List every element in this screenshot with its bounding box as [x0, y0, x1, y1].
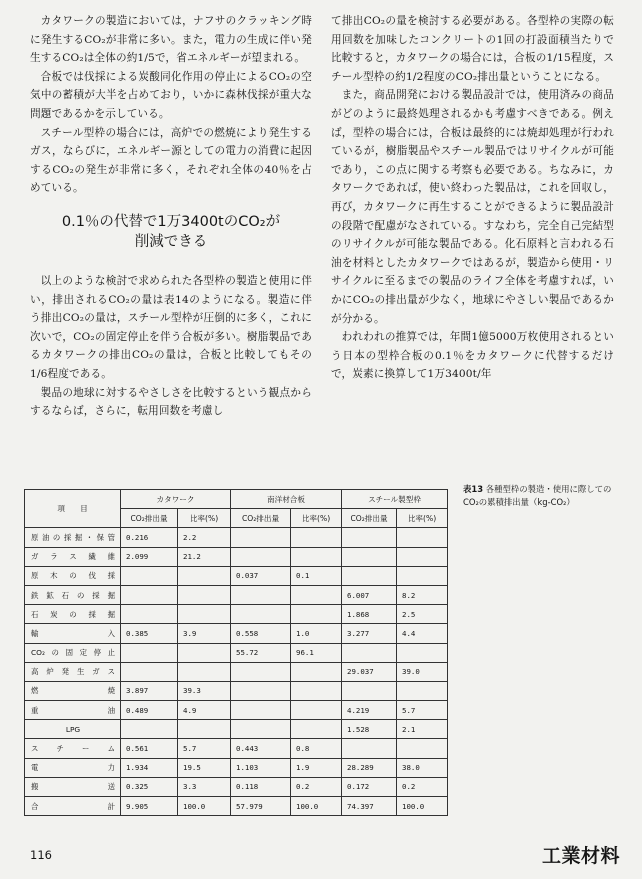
table-row	[25, 605, 448, 624]
table-cell: 57.979	[231, 797, 291, 816]
table-cell	[121, 566, 178, 585]
table-row	[25, 681, 448, 700]
table-cell	[231, 585, 291, 604]
table-cell	[342, 681, 397, 700]
table-cell	[178, 720, 231, 739]
table-cell: 39.0	[397, 662, 448, 681]
co2-table	[24, 489, 447, 816]
table-cell: 1.103	[231, 758, 291, 777]
table-row-item: ガラス繊維	[25, 547, 121, 566]
table-cell	[121, 643, 178, 662]
section-heading-line2: 削減できる	[134, 233, 208, 250]
paragraph: 合板では伐採による炭酸同化作用の停止によるCO₂の空気中の蓄積が大半を占めており，いかに森林伐採が重大な問題であるかを示している。	[30, 70, 312, 120]
table-cell: 0.385	[121, 624, 178, 643]
table-group-header: 南洋材合板	[231, 490, 342, 509]
table-cell	[291, 681, 342, 700]
table-row-item: スチーム	[25, 739, 121, 758]
table-sub-header: 比率(%)	[397, 509, 448, 528]
table-cell	[397, 566, 448, 585]
table-row	[25, 547, 448, 566]
paragraph: われわれの推算では，年間1億5000万枚使用されるという日本の型枠合板の0.1％をカタワークに代替するだけで，炭素に換算して1万3400t/年	[331, 331, 614, 381]
paragraph: て排出CO₂の量を検討する必要がある。各型枠の実際の転用回数を加味したコンクリートの1回の打設面積当たりで比較すると，カタワークの場合には，合板の1/15程度，スチール型枠の約1/2程度のCO₂排出量ということになる。	[331, 15, 614, 83]
table-row-item: 輸 入	[25, 624, 121, 643]
table-cell: 0.1	[291, 566, 342, 585]
table-cell	[291, 720, 342, 739]
table-cell: 96.1	[291, 643, 342, 662]
table-cell: 0.037	[231, 566, 291, 585]
magazine-title: 工業材料	[541, 845, 620, 867]
table-sub-header: 比率(%)	[178, 509, 231, 528]
table-cell: 5.7	[178, 739, 231, 758]
table-cell: 3.9	[178, 624, 231, 643]
table-cell: 29.037	[342, 662, 397, 681]
table-row	[25, 701, 448, 720]
table-row-item: 石炭の採掘	[25, 605, 121, 624]
paragraph: 以上のような検討で求められた各型枠の製造と使用に伴い，排出されるCO₂の量は表14のようになる。製造に伴う排出CO₂の量は，スチール型枠が圧倒的に多く，これに次いで，CO₂の固定停止を伴う合板が多い。樹脂製品であるカタワークの排出CO₂の量は，合板と比較してもその1/6程度である。	[30, 274, 312, 380]
table-sub-header: CO₂排出量	[342, 509, 397, 528]
table-cell: 6.007	[342, 585, 397, 604]
section-heading	[30, 212, 312, 252]
paragraph: 製品の地球に対するやさしさを比較するという観点からするならば，さらに，転用回数を考慮し	[30, 386, 312, 418]
table-cell	[178, 585, 231, 604]
table-cell	[342, 547, 397, 566]
table-row-item: CO₂の固定停止	[25, 643, 121, 662]
table-cell: 2.1	[397, 720, 448, 739]
table-cell	[231, 547, 291, 566]
table-row-item: 高炉発生ガス	[25, 662, 121, 681]
table-cell: 3.3	[178, 777, 231, 796]
table-cell: 0.558	[231, 624, 291, 643]
table-caption-text: 各種型枠の製造・使用に際してのCO₂の累積排出量（kg-CO₂）	[463, 484, 612, 507]
table-cell: 100.0	[291, 797, 342, 816]
table-cell: 0.8	[291, 739, 342, 758]
table-cell	[291, 701, 342, 720]
table-cell: 100.0	[178, 797, 231, 816]
table-cell	[231, 701, 291, 720]
table-row-item: LPG	[25, 720, 121, 739]
table-cell	[121, 605, 178, 624]
table-cell	[231, 720, 291, 739]
table-cell: 2.099	[121, 547, 178, 566]
table-cell: 0.489	[121, 701, 178, 720]
table-cell	[291, 585, 342, 604]
table-cell	[342, 566, 397, 585]
table-caption-label: 表13	[463, 484, 484, 494]
table-cell: 28.289	[342, 758, 397, 777]
table-cell: 0.2	[291, 777, 342, 796]
table-cell	[178, 662, 231, 681]
paragraph: スチール型枠の場合には，高炉での燃焼により発生するガス，ならびに，エネルギー源としての電力の消費に起因するCO₂の発生が非常に多く，それぞれ全体の40％を占めている。	[30, 126, 312, 195]
left-text-column	[30, 12, 312, 421]
paragraph: カタワークの製造においては，ナフサのクラッキング時に発生するCO₂が非常に多い。また，電力の生成に伴い発生するCO₂は全体の約1/5で，省エネルギーが望まれる。	[30, 15, 312, 65]
table-cell: 19.5	[178, 758, 231, 777]
table-cell	[231, 528, 291, 547]
table-row	[25, 566, 448, 585]
table-cell: 39.3	[178, 681, 231, 700]
table-cell	[342, 643, 397, 662]
table-cell: 100.0	[397, 797, 448, 816]
table-cell	[397, 643, 448, 662]
table-row	[25, 797, 448, 816]
table-row-item: 合 計	[25, 797, 121, 816]
table-header-item: 項 目	[25, 490, 121, 528]
table-cell	[397, 739, 448, 758]
table-cell	[291, 547, 342, 566]
table-cell: 0.561	[121, 739, 178, 758]
table-row	[25, 720, 448, 739]
table-cell	[178, 566, 231, 585]
right-text-column	[331, 12, 614, 384]
table-cell	[178, 605, 231, 624]
table-cell: 2.5	[397, 605, 448, 624]
table-cell	[342, 528, 397, 547]
table-row-item: 原油の採掘・保管	[25, 528, 121, 547]
table-row	[25, 528, 448, 547]
table-cell	[231, 605, 291, 624]
table-row-item: 原木の伐採	[25, 566, 121, 585]
table-row	[25, 758, 448, 777]
table-cell: 4.4	[397, 624, 448, 643]
table-row-item: 搬 送	[25, 777, 121, 796]
table-cell: 0.2	[397, 777, 448, 796]
table-cell	[342, 739, 397, 758]
table-row	[25, 739, 448, 758]
table-cell: 0.443	[231, 739, 291, 758]
data-table	[24, 489, 448, 816]
table-caption	[463, 483, 621, 508]
table-cell: 5.7	[397, 701, 448, 720]
table-cell	[291, 605, 342, 624]
table-body	[25, 528, 448, 816]
table-cell: 1.0	[291, 624, 342, 643]
table-cell: 74.397	[342, 797, 397, 816]
section-heading-line1: 0.1％の代替で1万3400tのCO₂が	[61, 213, 281, 230]
table-cell: 8.2	[397, 585, 448, 604]
table-cell	[121, 662, 178, 681]
table-row	[25, 777, 448, 796]
table-cell	[178, 643, 231, 662]
table-cell: 1.868	[342, 605, 397, 624]
table-cell: 3.897	[121, 681, 178, 700]
table-sub-header: CO₂排出量	[231, 509, 291, 528]
table-cell: 0.118	[231, 777, 291, 796]
table-cell: 1.9	[291, 758, 342, 777]
table-row-item: 燃 焼	[25, 681, 121, 700]
table-cell	[397, 547, 448, 566]
table-cell	[121, 585, 178, 604]
table-cell	[121, 720, 178, 739]
table-cell: 4.9	[178, 701, 231, 720]
paragraph: また，商品開発における製品設計では，使用済みの商品がどのように最終処理されるかも考慮すべきである。例えば，型枠の場合には，合板は最終的には焼却処理が行われているが，樹脂製品やスチール製品ではリサイクルが可能であり，この点に関する考察も必要である。ちなみに，カタワークであれば，使い終わった製品は，これを回収し，再び，カタワークに再生することができるように製品設計の段階で配慮がなされている。すなわち，完全自己完結型のリサイクルが可能な製品である。化石原料と言われる石油を材料としたカタワークではあるが，製造から使用・リサイクルに至るまでの製品のライフ全体を考慮すれば，いかにCO₂の排出量が少なく，地球にやさしい製品であるかが分かる。	[331, 89, 614, 325]
table-cell	[291, 662, 342, 681]
table-row	[25, 643, 448, 662]
table-row-item: 鉄鉱石の採掘	[25, 585, 121, 604]
table-row	[25, 624, 448, 643]
table-group-header-row	[25, 490, 448, 509]
table-cell	[231, 681, 291, 700]
table-cell: 0.172	[342, 777, 397, 796]
table-row-item: 電 力	[25, 758, 121, 777]
table-group-header: カタワーク	[121, 490, 231, 509]
table-cell: 2.2	[178, 528, 231, 547]
table-cell: 3.277	[342, 624, 397, 643]
table-cell: 0.325	[121, 777, 178, 796]
table-cell: 1.934	[121, 758, 178, 777]
table-cell: 38.0	[397, 758, 448, 777]
table-cell: 4.219	[342, 701, 397, 720]
table-cell: 1.528	[342, 720, 397, 739]
table-cell: 55.72	[231, 643, 291, 662]
table-group-header: スチール製型枠	[342, 490, 448, 509]
table-cell	[397, 681, 448, 700]
table-cell	[291, 528, 342, 547]
table-row	[25, 662, 448, 681]
table-row-item: 重 油	[25, 701, 121, 720]
table-cell: 21.2	[178, 547, 231, 566]
table-cell: 9.905	[121, 797, 178, 816]
table-sub-header: 比率(%)	[291, 509, 342, 528]
table-cell	[397, 528, 448, 547]
table-cell	[231, 662, 291, 681]
page-number: 116	[30, 848, 52, 862]
table-cell: 0.216	[121, 528, 178, 547]
table-sub-header: CO₂排出量	[121, 509, 178, 528]
table-row	[25, 585, 448, 604]
